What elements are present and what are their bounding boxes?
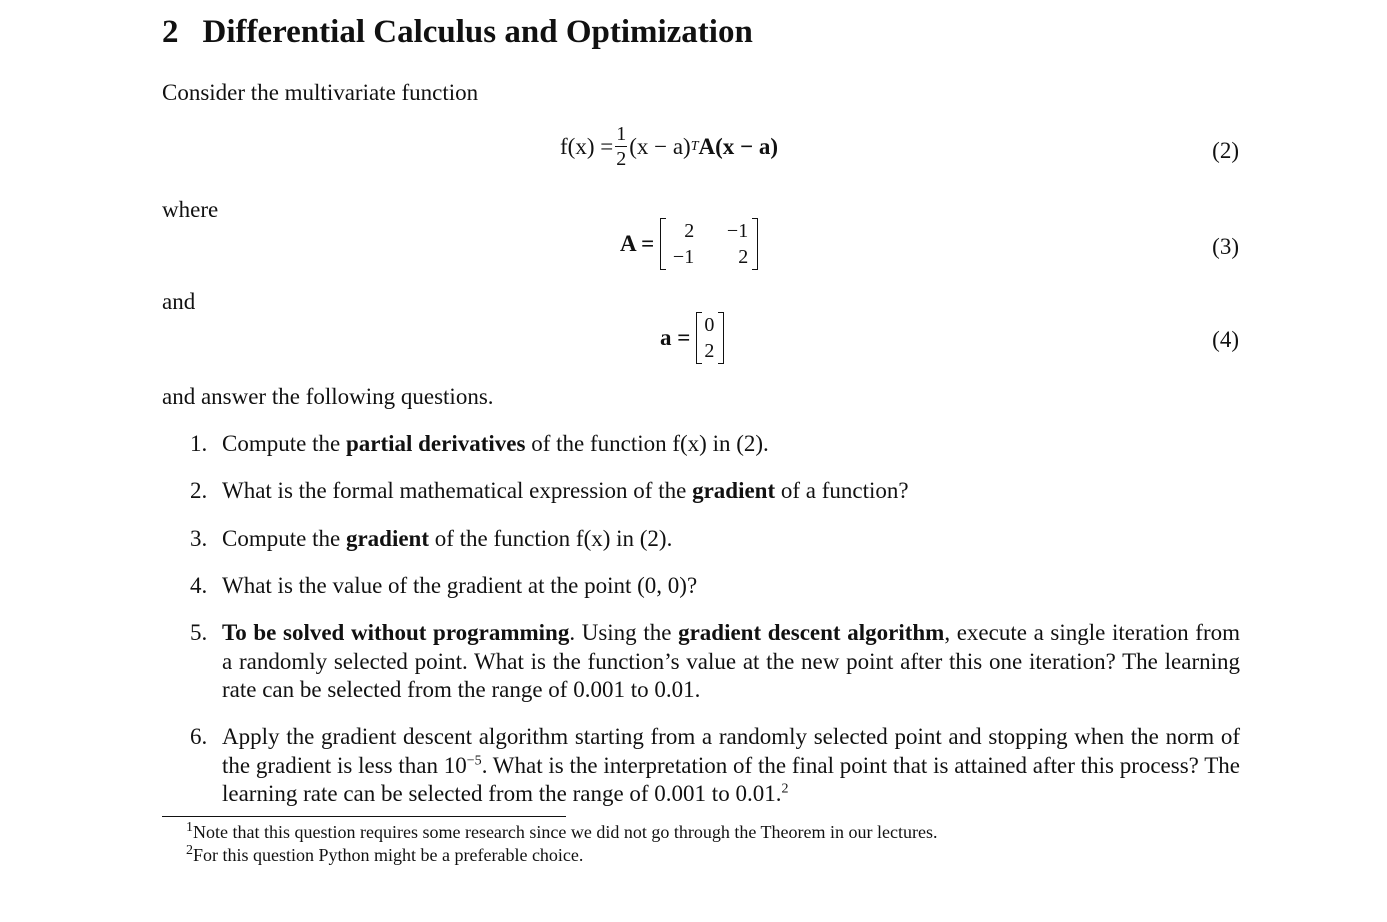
vector-a-cell: 0 — [704, 314, 715, 336]
footnote-1 — [186, 822, 937, 843]
section-number: 2 — [162, 14, 179, 50]
question-bold: gradient descent algorithm — [678, 620, 945, 645]
equation-2: f(x) = $\frac{1}{2}$ (x − a) T A(x − a) — [560, 123, 779, 170]
question-text: Compute the — [222, 526, 346, 551]
eq4-label: (4) — [1212, 327, 1239, 352]
eq2-label: (2) — [1212, 138, 1239, 163]
question-text: Compute the — [222, 431, 346, 456]
equation-4 — [660, 312, 730, 364]
footnote-2 — [186, 845, 583, 866]
question-number: 3. — [190, 526, 208, 551]
question-item — [190, 525, 1240, 554]
question-text: Apply the gradient descent algorithm starting from a randomly selected point and stopping when the norm of the gradient is less than 10 — [222, 724, 1240, 778]
question-item — [190, 723, 1240, 809]
question-text: of a function? — [775, 478, 909, 503]
question-item — [190, 572, 1240, 601]
matrix-A-cell: −1 — [672, 246, 695, 268]
and-text: and — [162, 289, 196, 314]
matrix-A-cell: 2 — [684, 220, 695, 242]
matrix-A — [660, 218, 758, 270]
eq2-frac-den: 2 — [616, 148, 627, 170]
question-item — [190, 619, 1240, 705]
question-text: , execute a single iteration from a randomly selected point. What is the function’s value at the new point after this one iteration? The learning rate can be selected from the range of 0.001 to 0.01. — [222, 620, 1241, 702]
vector-a-cell: 2 — [704, 340, 715, 362]
question-number: 1. — [190, 431, 208, 456]
footnote-divider — [162, 816, 566, 817]
question-text: What is the formal mathematical expression of the — [222, 478, 693, 503]
eq2-lhs: f(x) = — [560, 133, 614, 159]
footnote-text: For this question Python might be a preferable choice. — [193, 845, 584, 865]
vector-a — [696, 312, 724, 364]
question-number: 4. — [190, 573, 208, 598]
eq2-fraction — [615, 124, 627, 169]
question-text: What is the value of the gradient at the point (0, 0)? — [222, 573, 698, 598]
section-heading — [162, 14, 753, 51]
footnote-mark: 2 — [186, 843, 193, 858]
question-number: 6. — [190, 724, 208, 749]
eq2-rhs2: A(x − a) — [698, 133, 779, 159]
question-bold: partial derivatives — [345, 431, 526, 456]
answer-text: and answer the following questions. — [162, 384, 494, 409]
intro-text: Consider the multivariate function — [162, 80, 479, 105]
question-bold: gradient — [345, 526, 429, 551]
matrix-A-cell: 2 — [738, 246, 749, 268]
question-text: of the function f(x) in (2). — [429, 526, 673, 551]
eq3-label: (3) — [1212, 234, 1239, 259]
question-text: of the function f(x) in (2). — [525, 431, 769, 456]
footnote-text: Note that this question requires some research since we did not go through the Theorem in our lectures. — [193, 822, 938, 842]
eq3-lhs: A = — [620, 231, 655, 256]
footnote-mark: 1 — [186, 820, 193, 835]
where-text: where — [162, 197, 219, 222]
equation-3 — [620, 218, 764, 270]
matrix-A-cell: −1 — [726, 220, 749, 242]
question-bold: To be solved without programming — [222, 620, 570, 645]
eq2-frac-num: 1 — [616, 123, 627, 145]
section-title: Differential Calculus and Optimization — [202, 14, 753, 50]
question-number: 2. — [190, 478, 208, 503]
eq2-rhs: (x − a) — [629, 133, 691, 159]
question-text: . What is the interpretation of the final point that is attained after this process? The learning rate can be selected from the range of 0.001 to 0.01. — [222, 752, 1240, 806]
question-item — [190, 430, 1240, 459]
question-number: 5. — [190, 620, 208, 645]
question-item — [190, 477, 1240, 506]
eq4-lhs: a = — [660, 325, 691, 350]
footnote-ref[interactable]: 2 — [781, 781, 789, 797]
question-exponent: −5 — [466, 752, 482, 768]
question-bold: gradient — [692, 478, 776, 503]
question-text: . Using the — [569, 620, 679, 645]
